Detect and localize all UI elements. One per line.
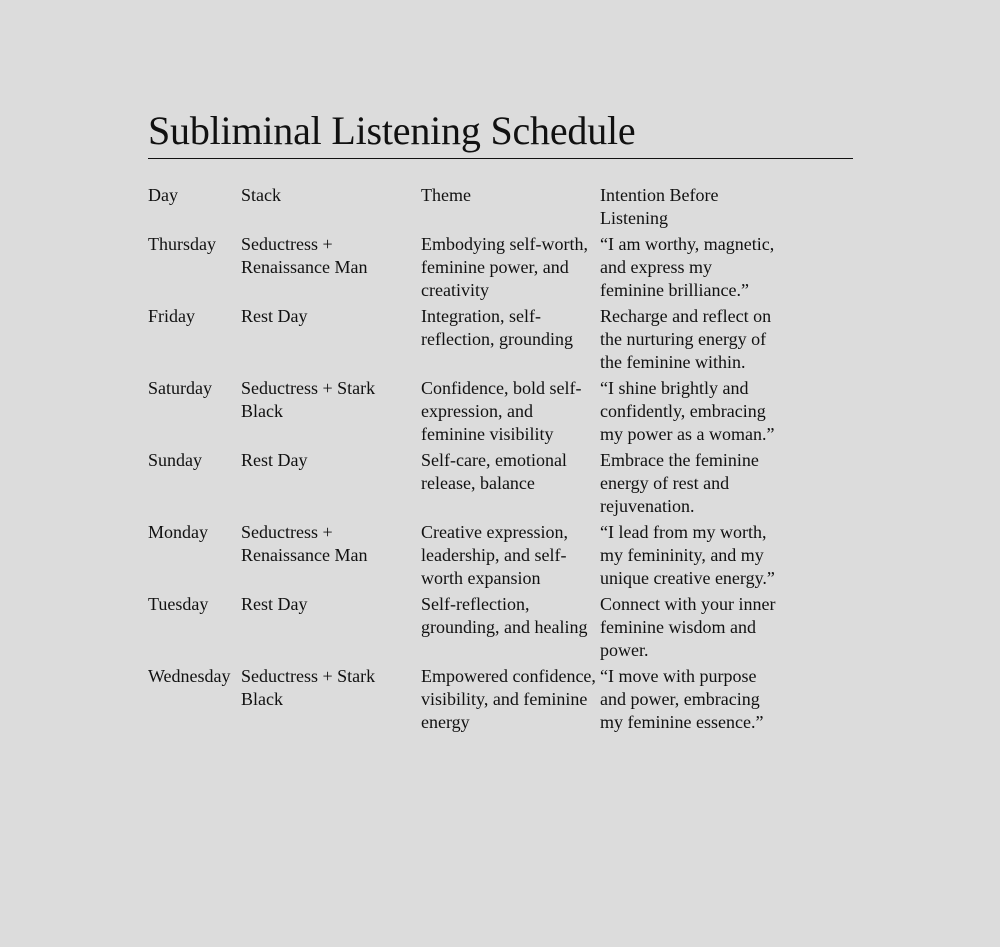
schedule-table	[148, 184, 780, 737]
cell-stack: Seductress + Renaissance Man	[241, 522, 368, 565]
column-header-day: Day	[148, 185, 178, 205]
table-row	[148, 449, 780, 521]
cell-intention: Connect with your inner feminine wisdom and power.	[600, 594, 776, 660]
cell-intention: Recharge and reflect on the nurturing energy of the feminine within.	[600, 306, 772, 372]
cell-day: Saturday	[148, 378, 212, 398]
table-row	[148, 377, 780, 449]
cell-intention: Embrace the feminine energy of rest and rejuvenation.	[600, 450, 759, 516]
cell-day: Sunday	[148, 450, 202, 470]
column-header-theme: Theme	[421, 185, 471, 205]
cell-theme: Empowered confidence, visibility, and feminine energy	[421, 666, 596, 732]
cell-intention: “I shine brightly and confidently, embracing my power as a woman.”	[600, 378, 775, 444]
cell-theme: Creative expression, leadership, and self-worth expansion	[421, 522, 568, 588]
cell-day: Thursday	[148, 234, 216, 254]
table-row	[148, 593, 780, 665]
column-header-intention: Intention Before Listening	[600, 185, 719, 228]
cell-day: Friday	[148, 306, 195, 326]
cell-intention: “I am worthy, magnetic, and express my feminine brilliance.”	[600, 234, 775, 300]
document-page	[148, 108, 853, 737]
table-row	[148, 233, 780, 305]
table-row	[148, 665, 780, 737]
cell-theme: Confidence, bold self-expression, and feminine visibility	[421, 378, 582, 444]
cell-intention: “I lead from my worth, my femininity, and my unique creative energy.”	[600, 522, 775, 588]
cell-stack: Rest Day	[241, 594, 308, 614]
cell-stack: Rest Day	[241, 450, 308, 470]
page-title: Subliminal Listening Schedule	[148, 108, 636, 153]
cell-day: Wednesday	[148, 666, 231, 686]
cell-theme: Self-care, emotional release, balance	[421, 450, 567, 493]
cell-stack: Rest Day	[241, 306, 308, 326]
cell-stack: Seductress + Stark Black	[241, 378, 376, 421]
cell-day: Monday	[148, 522, 208, 542]
cell-theme: Integration, self-reflection, grounding	[421, 306, 573, 349]
cell-stack: Seductress + Stark Black	[241, 666, 376, 709]
cell-intention: “I move with purpose and power, embracing my feminine essence.”	[600, 666, 764, 732]
cell-theme: Embodying self-worth, feminine power, and creativity	[421, 234, 588, 300]
table-row	[148, 305, 780, 377]
table-row	[148, 521, 780, 593]
cell-day: Tuesday	[148, 594, 209, 614]
cell-stack: Seductress + Renaissance Man	[241, 234, 368, 277]
table-header-row	[148, 184, 780, 233]
cell-theme: Self-reflection, grounding, and healing	[421, 594, 588, 637]
title-underline	[148, 158, 853, 159]
column-header-stack: Stack	[241, 185, 281, 205]
